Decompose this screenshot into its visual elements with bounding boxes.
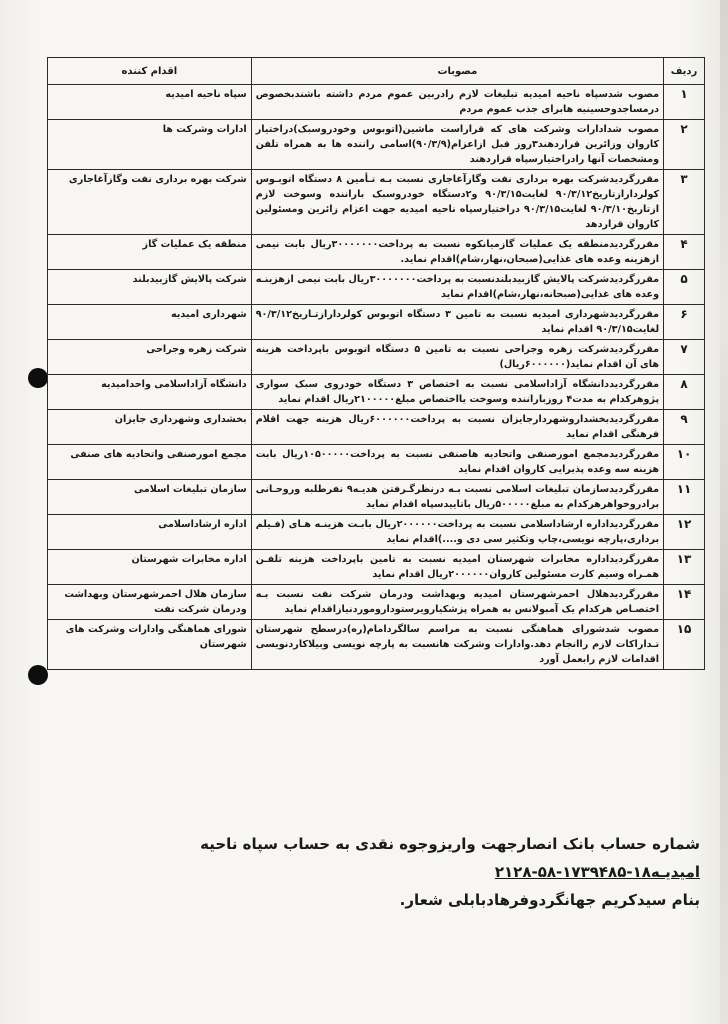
table-row — [48, 170, 705, 235]
row-action: شورای هماهنگی وادارات وشرکت های شهرستان — [48, 620, 252, 670]
table-row — [48, 480, 705, 515]
table-row — [48, 410, 705, 445]
row-resolution: مقررگردیداداره مخابرات شهرستان امیدیه نسبت به تامین باپرداخت هزینه تلفـن همـراه وسیم کارت مسئولین کاروان۲۰۰۰۰۰۰ریال اقدام نماید — [251, 550, 663, 585]
table-row — [48, 340, 705, 375]
punch-hole — [28, 665, 48, 685]
table-row — [48, 585, 705, 620]
table-row — [48, 550, 705, 585]
bank-account-note — [40, 830, 700, 914]
table-row — [48, 620, 705, 670]
table-row — [48, 85, 705, 120]
row-number: ۷ — [664, 340, 705, 375]
row-resolution: مصوب شدادارات وشرکت های که قراراست ماشین(اتوبوس وخودروسبک)دراختیار کاروان وزائرین قراردهند۳روز قبل ازاعزام(۹۰/۳/۹)اسامی راننده ها به همراه تلفن ومشخصات آنها رادراختیارسپاه قراردهند — [251, 120, 663, 170]
resolutions-table — [47, 57, 705, 670]
row-number: ۲ — [664, 120, 705, 170]
row-action: منطقه یک عملیات گاز — [48, 235, 252, 270]
row-number: ۵ — [664, 270, 705, 305]
table-row — [48, 375, 705, 410]
table-row — [48, 515, 705, 550]
scan-edge — [720, 0, 728, 1024]
row-action: سازمان هلال احمرشهرستان وبهداشت ودرمان شرکت نفت — [48, 585, 252, 620]
row-action: سپاه ناحیه امیدیه — [48, 85, 252, 120]
account-number: امیدیـه۱۸-۱۷۳۹۴۸۵-۵۸-۲۱۲۸ — [494, 863, 700, 881]
row-resolution: مقررگردیدمجمع امورصنفی واتحادیه هاصنفی نسبت به پرداخت۱۰۵۰۰۰۰۰ریال بابت هزینه سه وعده پذیرایی کاروان اقدام نماید — [251, 445, 663, 480]
row-action: شرکت بهره برداری نفت وگازآغاجاری — [48, 170, 252, 235]
header-resolution: مصوبات — [251, 58, 663, 85]
row-resolution: مقررگردیدشرکت زهره وجراحی نسبت به تامین ۵ دستگاه اتوبوس باپرداخت هزینه های آن اقدام نماید(۶۰۰۰۰۰۰ریال) — [251, 340, 663, 375]
row-action: ادارات وشرکت ها — [48, 120, 252, 170]
row-action: اداره ارشاداسلامی — [48, 515, 252, 550]
row-resolution: مقررگردیدمنطقه یک عملیات گازمیانکوه نسبت به پرداخت۳۰۰۰۰۰۰۰ریال بابت نیمی ازهزینه وعده های غذایی(صبحان،نهار،شام)اقدام نماید. — [251, 235, 663, 270]
table-header-row — [48, 58, 705, 85]
row-action: بخشداری وشهرداری جایزان — [48, 410, 252, 445]
footer-prefix: شماره حساب بانک انصارجهت واریزوجوه نقدی به حساب سپاه ناحیه — [200, 835, 700, 853]
table-row — [48, 235, 705, 270]
table-row — [48, 270, 705, 305]
table-row — [48, 120, 705, 170]
row-resolution: مقررگردیدشرکت بهره برداری نفت وگازآغاجاری نسبت بـه تـأمین ۸ دستگاه اتوبـوس کولردارازتاریخ۹۰/۳/۱۲ لغایت۹۰/۳/۱۵ و۲دستگاه خودروسبک باراننده وسوخت لازم ازتاریخ۹۰/۳/۱۰ لغایت۹۰/۳/۱۵ دراختیارسپاه ناحیه امیدیه جهت اعزام زائرین ومسئولین کاروان قراردهد — [251, 170, 663, 235]
table-row — [48, 305, 705, 340]
footer-line-1 — [40, 830, 700, 886]
punch-hole — [28, 368, 48, 388]
row-number: ۱۱ — [664, 480, 705, 515]
row-number: ۴ — [664, 235, 705, 270]
row-action: شهرداری امیدیه — [48, 305, 252, 340]
table-row — [48, 445, 705, 480]
row-action: شرکت زهره وجراحی — [48, 340, 252, 375]
row-resolution: مصوب شدشورای هماهنگی نسبت به مراسم سالگردامام(ره)درسطح شهرستان تـداراکات لازم راانجام دهد.وادارات وشرکت هانسبت به پارچه نویسی وبیلاکاردنویسی اقدامات لازم رابعمل آورد — [251, 620, 663, 670]
row-number: ۳ — [664, 170, 705, 235]
row-resolution: مقررگردیدشرکت پالایش گازبیدبلندنسبت به پرداخت۳۰۰۰۰۰۰۰ریال بابت نیمی ازهزینـه وعده های غذایی(صبحانه،نهار،شام)اقدام نماید — [251, 270, 663, 305]
row-number: ۹ — [664, 410, 705, 445]
row-number: ۱۵ — [664, 620, 705, 670]
row-number: ۸ — [664, 375, 705, 410]
row-action: اداره مخابرات شهرستان — [48, 550, 252, 585]
row-action: دانشگاه آزاداسلامی واحدامیدیه — [48, 375, 252, 410]
row-number: ۱۰ — [664, 445, 705, 480]
row-resolution: مقررگردیداداره ارشاداسلامی نسبت به پرداخت۲۰۰۰۰۰۰ریال بابـت هزینـه هـای (فـیلم برداری،پارچه نویسی،چاپ وتکثیر سی دی و....)اقدام نماید — [251, 515, 663, 550]
row-number: ۱ — [664, 85, 705, 120]
row-resolution: مقررگردیدهلال احمرشهرستان امیدیه وبهداشت ودرمان شرکت نفت نسبت بـه اختصـاص هرکدام یک آمبولانس به همراه پزشکیارویرستوداروموردنیازاقدام نماید — [251, 585, 663, 620]
row-action: سازمان تبلیغات اسلامی — [48, 480, 252, 515]
row-action: مجمع امورصنفی واتحادیه های صنفی — [48, 445, 252, 480]
row-resolution: مقررگردیدشهرداری امیدیه نسبت به تامین ۳ دستگاه اتوبوس کولردارازتـاریخ۹۰/۳/۱۲ لغایت۹۰/۳/۱۵ اقدام نماید — [251, 305, 663, 340]
row-resolution: مقررگردیددانشگاه آزاداسلامی نسبت به اختصاص ۳ دستگاه خودروی سبک سواری پژوهرکدام به مدت۴ روزباراننده وسوخت یااختصاص مبلغ۲۱۰۰۰۰۰ریال اقدام نماید — [251, 375, 663, 410]
row-number: ۶ — [664, 305, 705, 340]
footer-line-2: بنام سیدکریم جهانگردوفرهادبابلی شعار. — [399, 891, 700, 909]
row-number: ۱۴ — [664, 585, 705, 620]
row-action: شرکت پالایش گازبیدبلند — [48, 270, 252, 305]
row-number: ۱۳ — [664, 550, 705, 585]
header-num: ردیف — [664, 58, 705, 85]
row-resolution: مقررگردیدسازمان تبلیغات اسلامی نسبت بـه درنظرگـرفتن هدیـه۹ نفرطلبه وروحـانی برادروخواهرهرکدام به مبلغ۵۰۰۰۰۰ریال باتاییدسپاه اقدام نماید — [251, 480, 663, 515]
header-action: اقدام کننده — [48, 58, 252, 85]
row-number: ۱۲ — [664, 515, 705, 550]
row-resolution: مقررگردیدبخشداروشهردارجایزان نسبت به پرداخت۶۰۰۰۰۰۰ریال هزینه جهت اقلام فرهنگی اقدام نماید — [251, 410, 663, 445]
row-resolution: مصوب شدسپاه ناحیه امیدیه تبلیغات لازم رادربین عموم مردم داشته باشندبخصوص درمساجدوحسینیه هابرای جذب عموم مردم — [251, 85, 663, 120]
